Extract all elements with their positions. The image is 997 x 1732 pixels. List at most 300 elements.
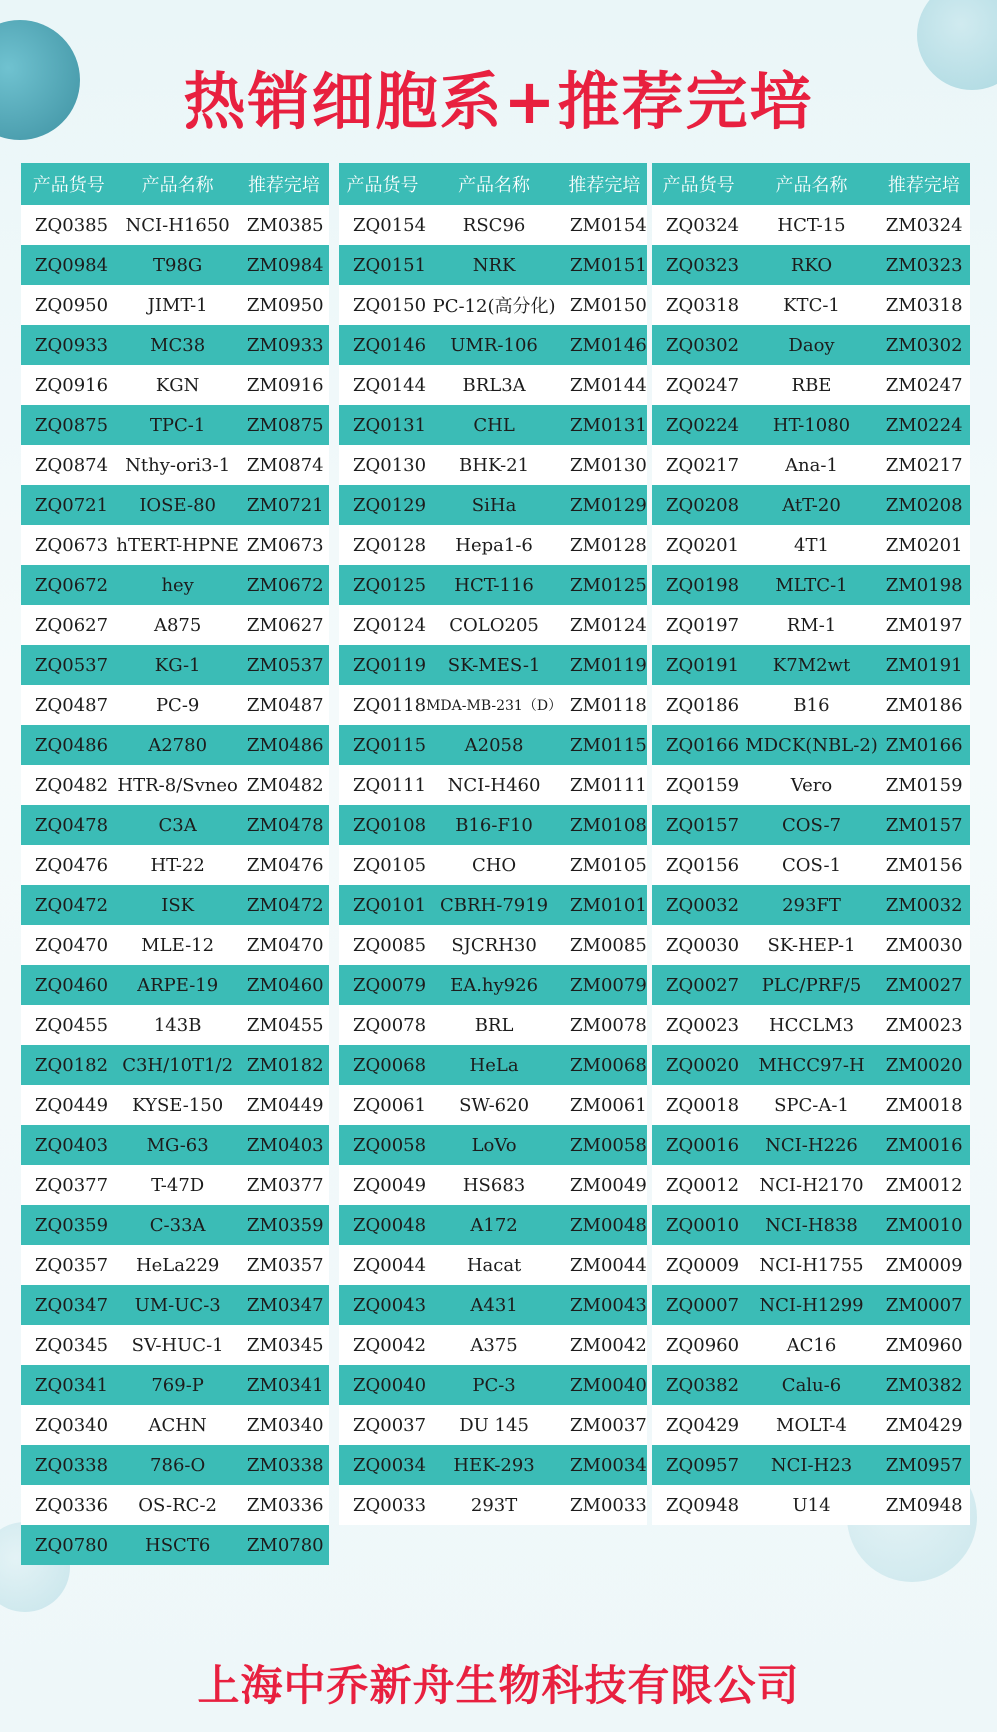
table-row: [339, 1085, 647, 1125]
table-row: [21, 445, 329, 485]
table-row: [652, 605, 970, 645]
cell-name: A875: [116, 605, 238, 645]
product-table-1: [21, 163, 329, 1565]
table-row: [21, 1405, 329, 1445]
cell-recommend: ZM0068: [562, 1045, 647, 1085]
cell-name: HEK-293: [426, 1445, 562, 1485]
table-row: [652, 525, 970, 565]
cell-recommend: ZM0672: [239, 565, 329, 605]
cell-code: ZQ0159: [652, 765, 745, 805]
table-row: [652, 805, 970, 845]
cell-recommend: ZM0044: [562, 1245, 647, 1285]
table-row: [21, 685, 329, 725]
table-row: [21, 325, 329, 365]
cell-recommend: ZM0323: [878, 245, 970, 285]
table-row: [652, 685, 970, 725]
cell-recommend: ZM0318: [878, 285, 970, 325]
table-row: [652, 885, 970, 925]
cell-code: ZQ0933: [21, 325, 116, 365]
cell-code: ZQ0345: [21, 1325, 116, 1365]
cell-recommend: ZM0009: [878, 1245, 970, 1285]
cell-recommend: ZM0482: [239, 765, 329, 805]
table-row: [652, 845, 970, 885]
cell-name: HTR-8/Svneo: [116, 765, 238, 805]
cell-name: NCI-H460: [426, 765, 562, 805]
cell-recommend: ZM0191: [878, 645, 970, 685]
cell-name: Hepa1-6: [426, 525, 562, 565]
cell-recommend: ZM0040: [562, 1365, 647, 1405]
cell-code: ZQ0034: [339, 1445, 426, 1485]
table-row: [652, 245, 970, 285]
table-row: [21, 1245, 329, 1285]
cell-code: ZQ0247: [652, 365, 745, 405]
cell-code: ZQ0018: [652, 1085, 745, 1125]
cell-recommend: ZM0085: [562, 925, 647, 965]
cell-recommend: ZM0049: [562, 1165, 647, 1205]
cell-recommend: ZM0347: [239, 1285, 329, 1325]
product-table-2: [339, 163, 647, 1525]
table-row: [652, 205, 970, 245]
cell-code: ZQ0007: [652, 1285, 745, 1325]
table-row: [652, 925, 970, 965]
cell-name: DU 145: [426, 1405, 562, 1445]
table-row: [339, 925, 647, 965]
cell-recommend: ZM0012: [878, 1165, 970, 1205]
cell-recommend: ZM0486: [239, 725, 329, 765]
cell-code: ZQ0009: [652, 1245, 745, 1285]
cell-recommend: ZM0916: [239, 365, 329, 405]
cell-code: ZQ0382: [652, 1365, 745, 1405]
cell-name: NCI-H1650: [116, 205, 238, 245]
table-row: [21, 245, 329, 285]
cell-name: hey: [116, 565, 238, 605]
table-row: [339, 445, 647, 485]
cell-code: ZQ0359: [21, 1205, 116, 1245]
cell-recommend: ZM0033: [562, 1485, 647, 1525]
cell-name: 769-P: [116, 1365, 238, 1405]
cell-name: NCI-H1299: [745, 1285, 878, 1325]
cell-recommend: ZM0030: [878, 925, 970, 965]
table-row: [21, 765, 329, 805]
cell-name: NCI-H2170: [745, 1165, 878, 1205]
table-row: [21, 285, 329, 325]
cell-recommend: ZM0108: [562, 805, 647, 845]
cell-name: HCCLM3: [745, 1005, 878, 1045]
cell-recommend: ZM0537: [239, 645, 329, 685]
cell-recommend: ZM0146: [562, 325, 647, 365]
table-row: [21, 1205, 329, 1245]
table-row: [339, 965, 647, 1005]
cell-name: PLC/PRF/5: [745, 965, 878, 1005]
cell-name: A2058: [426, 725, 562, 765]
column-header-name: 产品名称: [745, 163, 878, 205]
cell-name: Vero: [745, 765, 878, 805]
cell-code: ZQ0154: [339, 205, 426, 245]
cell-code: ZQ0166: [652, 725, 745, 765]
column-header-code: 产品货号: [21, 163, 116, 205]
cell-recommend: ZM0429: [878, 1405, 970, 1445]
table-row: [339, 1165, 647, 1205]
cell-code: ZQ0131: [339, 405, 426, 445]
table-row: [21, 205, 329, 245]
cell-code: ZQ0108: [339, 805, 426, 845]
cell-code: ZQ0318: [652, 285, 745, 325]
column-header-recommend: 推荐完培: [239, 163, 329, 205]
table-row: [652, 325, 970, 365]
table-row: [339, 1005, 647, 1045]
table-row: [339, 1125, 647, 1165]
cell-recommend: ZM0382: [878, 1365, 970, 1405]
cell-recommend: ZM0341: [239, 1365, 329, 1405]
cell-code: ZQ0049: [339, 1165, 426, 1205]
cell-name: MLTC-1: [745, 565, 878, 605]
cell-name: HSCT6: [116, 1525, 238, 1565]
cell-code: ZQ0119: [339, 645, 426, 685]
table-row: [652, 1005, 970, 1045]
cell-recommend: ZM0460: [239, 965, 329, 1005]
cell-code: ZQ0012: [652, 1165, 745, 1205]
column-header-recommend: 推荐完培: [878, 163, 970, 205]
cell-name: Ana-1: [745, 445, 878, 485]
table-row: [652, 1405, 970, 1445]
cell-recommend: ZM0156: [878, 845, 970, 885]
cell-name: BRL3A: [426, 365, 562, 405]
cell-code: ZQ0129: [339, 485, 426, 525]
cell-code: ZQ0198: [652, 565, 745, 605]
cell-code: ZQ0672: [21, 565, 116, 605]
cell-code: ZQ0470: [21, 925, 116, 965]
cell-code: ZQ0323: [652, 245, 745, 285]
cell-name: HCT-15: [745, 205, 878, 245]
cell-code: ZQ0061: [339, 1085, 426, 1125]
cell-code: ZQ0472: [21, 885, 116, 925]
cell-recommend: ZM0950: [239, 285, 329, 325]
table-row: [339, 1365, 647, 1405]
cell-name: hTERT-HPNE: [116, 525, 238, 565]
cell-code: ZQ0916: [21, 365, 116, 405]
cell-name: A375: [426, 1325, 562, 1365]
table-row: [652, 1245, 970, 1285]
table-row: [339, 205, 647, 245]
cell-recommend: ZM0984: [239, 245, 329, 285]
table-row: [339, 1285, 647, 1325]
table-row: [21, 1325, 329, 1365]
cell-code: ZQ0030: [652, 925, 745, 965]
table-row: [339, 485, 647, 525]
cell-recommend: ZM0144: [562, 365, 647, 405]
cell-recommend: ZM0336: [239, 1485, 329, 1525]
table-row: [21, 1165, 329, 1205]
table-row: [21, 1045, 329, 1085]
cell-name: MLE-12: [116, 925, 238, 965]
cell-name: KYSE-150: [116, 1085, 238, 1125]
cell-code: ZQ0780: [21, 1525, 116, 1565]
cell-name: 293FT: [745, 885, 878, 925]
column-header-code: 产品货号: [652, 163, 745, 205]
cell-name: SPC-A-1: [745, 1085, 878, 1125]
cell-code: ZQ0357: [21, 1245, 116, 1285]
cell-code: ZQ0186: [652, 685, 745, 725]
cell-name: B16-F10: [426, 805, 562, 845]
table-row: [652, 1285, 970, 1325]
cell-name: COS-7: [745, 805, 878, 845]
cell-name: A431: [426, 1285, 562, 1325]
cell-name: SJCRH30: [426, 925, 562, 965]
cell-code: ZQ0037: [339, 1405, 426, 1445]
table-row: [339, 365, 647, 405]
cell-code: ZQ0016: [652, 1125, 745, 1165]
cell-name: BHK-21: [426, 445, 562, 485]
cell-name: SK-MES-1: [426, 645, 562, 685]
cell-code: ZQ0068: [339, 1045, 426, 1085]
cell-name: UM-UC-3: [116, 1285, 238, 1325]
cell-recommend: ZM0010: [878, 1205, 970, 1245]
cell-recommend: ZM0476: [239, 845, 329, 885]
cell-name: KGN: [116, 365, 238, 405]
cell-recommend: ZM0385: [239, 205, 329, 245]
cell-code: ZQ0478: [21, 805, 116, 845]
table-header-row: [21, 163, 329, 205]
cell-recommend: ZM0780: [239, 1525, 329, 1565]
cell-name: HS683: [426, 1165, 562, 1205]
table-row: [339, 605, 647, 645]
table-row: [339, 1325, 647, 1365]
cell-code: ZQ0040: [339, 1365, 426, 1405]
table-row: [652, 445, 970, 485]
cell-code: ZQ0487: [21, 685, 116, 725]
cell-recommend: ZM0377: [239, 1165, 329, 1205]
cell-recommend: ZM0455: [239, 1005, 329, 1045]
table-row: [21, 485, 329, 525]
table-row: [652, 1205, 970, 1245]
cell-code: ZQ0130: [339, 445, 426, 485]
cell-recommend: ZM0016: [878, 1125, 970, 1165]
cell-code: ZQ0151: [339, 245, 426, 285]
cell-code: ZQ0347: [21, 1285, 116, 1325]
cell-code: ZQ0157: [652, 805, 745, 845]
cell-name: 786-O: [116, 1445, 238, 1485]
cell-code: ZQ0340: [21, 1405, 116, 1445]
cell-name: T-47D: [116, 1165, 238, 1205]
table-row: [339, 1245, 647, 1285]
cell-code: ZQ0020: [652, 1045, 745, 1085]
cell-recommend: ZM0124: [562, 605, 647, 645]
table-row: [21, 1365, 329, 1405]
cell-code: ZQ0124: [339, 605, 426, 645]
cell-name: AC16: [745, 1325, 878, 1365]
cell-code: ZQ0875: [21, 405, 116, 445]
table-row: [21, 845, 329, 885]
cell-recommend: ZM0027: [878, 965, 970, 1005]
cell-recommend: ZM0101: [562, 885, 647, 925]
cell-code: ZQ0105: [339, 845, 426, 885]
cell-code: ZQ0948: [652, 1485, 745, 1525]
cell-name: LoVo: [426, 1125, 562, 1165]
cell-name: RM-1: [745, 605, 878, 645]
table-row: [339, 685, 647, 725]
cell-recommend: ZM0627: [239, 605, 329, 645]
cell-code: ZQ0385: [21, 205, 116, 245]
cell-name: UMR-106: [426, 325, 562, 365]
cell-recommend: ZM0359: [239, 1205, 329, 1245]
cell-recommend: ZM0034: [562, 1445, 647, 1485]
table-row: [652, 365, 970, 405]
page-title: 热销细胞系+推荐完培: [183, 65, 814, 138]
cell-recommend: ZM0058: [562, 1125, 647, 1165]
cell-code: ZQ0338: [21, 1445, 116, 1485]
cell-recommend: ZM0957: [878, 1445, 970, 1485]
table-row: [21, 645, 329, 685]
table-row: [339, 1405, 647, 1445]
product-table-3: [652, 163, 970, 1525]
table-row: [21, 1285, 329, 1325]
table-header-row: [652, 163, 970, 205]
cell-code: ZQ0111: [339, 765, 426, 805]
cell-recommend: ZM0721: [239, 485, 329, 525]
cell-recommend: ZM0198: [878, 565, 970, 605]
cell-recommend: ZM0151: [562, 245, 647, 285]
cell-name: C3A: [116, 805, 238, 845]
cell-name: Daoy: [745, 325, 878, 365]
cell-name: MDCK(NBL-2): [745, 725, 878, 765]
cell-code: ZQ0673: [21, 525, 116, 565]
cell-name: HT-1080: [745, 405, 878, 445]
cell-name: RBE: [745, 365, 878, 405]
table-row: [21, 525, 329, 565]
table-row: [652, 485, 970, 525]
cell-recommend: ZM0324: [878, 205, 970, 245]
cell-name: NCI-H1755: [745, 1245, 878, 1285]
cell-name: OS-RC-2: [116, 1485, 238, 1525]
cell-code: ZQ0460: [21, 965, 116, 1005]
cell-code: ZQ0874: [21, 445, 116, 485]
cell-code: ZQ0324: [652, 205, 745, 245]
table-row: [339, 405, 647, 445]
cell-recommend: ZM0217: [878, 445, 970, 485]
cell-name: C3H/10T1/2: [116, 1045, 238, 1085]
cell-recommend: ZM0487: [239, 685, 329, 725]
cell-recommend: ZM0023: [878, 1005, 970, 1045]
table-row: [21, 565, 329, 605]
cell-name: K7M2wt: [745, 645, 878, 685]
table-row: [339, 285, 647, 325]
cell-recommend: ZM0079: [562, 965, 647, 1005]
table-row: [339, 565, 647, 605]
cell-name: MC38: [116, 325, 238, 365]
cell-name: KTC-1: [745, 285, 878, 325]
table-row: [339, 1445, 647, 1485]
cell-recommend: ZM0403: [239, 1125, 329, 1165]
cell-recommend: ZM0061: [562, 1085, 647, 1125]
cell-recommend: ZM0130: [562, 445, 647, 485]
cell-code: ZQ0957: [652, 1445, 745, 1485]
cell-name: ARPE-19: [116, 965, 238, 1005]
cell-name: U14: [745, 1485, 878, 1525]
cell-code: ZQ0125: [339, 565, 426, 605]
table-row: [21, 925, 329, 965]
cell-code: ZQ0984: [21, 245, 116, 285]
cell-name: NRK: [426, 245, 562, 285]
cell-recommend: ZM0197: [878, 605, 970, 645]
table-row: [21, 885, 329, 925]
table-row: [339, 725, 647, 765]
table-header-row: [339, 163, 647, 205]
cell-code: ZQ0043: [339, 1285, 426, 1325]
cell-code: ZQ0950: [21, 285, 116, 325]
cell-recommend: ZM0115: [562, 725, 647, 765]
cell-name: MHCC97-H: [745, 1045, 878, 1085]
cell-code: ZQ0048: [339, 1205, 426, 1245]
cell-code: ZQ0150: [339, 285, 426, 325]
cell-name: ACHN: [116, 1405, 238, 1445]
cell-name: 293T: [426, 1485, 562, 1525]
cell-code: ZQ0191: [652, 645, 745, 685]
cell-recommend: ZM0007: [878, 1285, 970, 1325]
cell-code: ZQ0449: [21, 1085, 116, 1125]
column-header-name: 产品名称: [116, 163, 238, 205]
cell-recommend: ZM0345: [239, 1325, 329, 1365]
cell-recommend: ZM0960: [878, 1325, 970, 1365]
cell-recommend: ZM0150: [562, 285, 647, 325]
table-row: [652, 1085, 970, 1125]
cell-recommend: ZM0020: [878, 1045, 970, 1085]
cell-code: ZQ0201: [652, 525, 745, 565]
table-row: [652, 1485, 970, 1525]
cell-recommend: ZM0338: [239, 1445, 329, 1485]
cell-recommend: ZM0302: [878, 325, 970, 365]
cell-code: ZQ0960: [652, 1325, 745, 1365]
cell-code: ZQ0537: [21, 645, 116, 685]
cell-name: Hacat: [426, 1245, 562, 1285]
cell-code: ZQ0044: [339, 1245, 426, 1285]
cell-code: ZQ0010: [652, 1205, 745, 1245]
cell-recommend: ZM0357: [239, 1245, 329, 1285]
cell-name: T98G: [116, 245, 238, 285]
cell-recommend: ZM0340: [239, 1405, 329, 1445]
table-row: [21, 1005, 329, 1045]
cell-name: RSC96: [426, 205, 562, 245]
table-row: [652, 1445, 970, 1485]
table-row: [652, 965, 970, 1005]
cell-code: ZQ0217: [652, 445, 745, 485]
cell-recommend: ZM0128: [562, 525, 647, 565]
cell-recommend: ZM0933: [239, 325, 329, 365]
cell-name: CBRH-7919: [426, 885, 562, 925]
cell-recommend: ZM0125: [562, 565, 647, 605]
table-row: [21, 1125, 329, 1165]
cell-recommend: ZM0673: [239, 525, 329, 565]
cell-recommend: ZM0208: [878, 485, 970, 525]
table-row: [652, 1365, 970, 1405]
cell-name: RKO: [745, 245, 878, 285]
table-row: [652, 1045, 970, 1085]
cell-recommend: ZM0201: [878, 525, 970, 565]
table-row: [339, 845, 647, 885]
table-row: [652, 1325, 970, 1365]
cell-name: COS-1: [745, 845, 878, 885]
cell-name: HT-22: [116, 845, 238, 885]
cell-recommend: ZM0037: [562, 1405, 647, 1445]
cell-recommend: ZM0129: [562, 485, 647, 525]
cell-name: A2780: [116, 725, 238, 765]
cell-code: ZQ0208: [652, 485, 745, 525]
cell-name: NCI-H23: [745, 1445, 878, 1485]
column-header-name: 产品名称: [426, 163, 562, 205]
cell-code: ZQ0144: [339, 365, 426, 405]
table-row: [339, 1045, 647, 1085]
cell-name: 143B: [116, 1005, 238, 1045]
cell-code: ZQ0023: [652, 1005, 745, 1045]
